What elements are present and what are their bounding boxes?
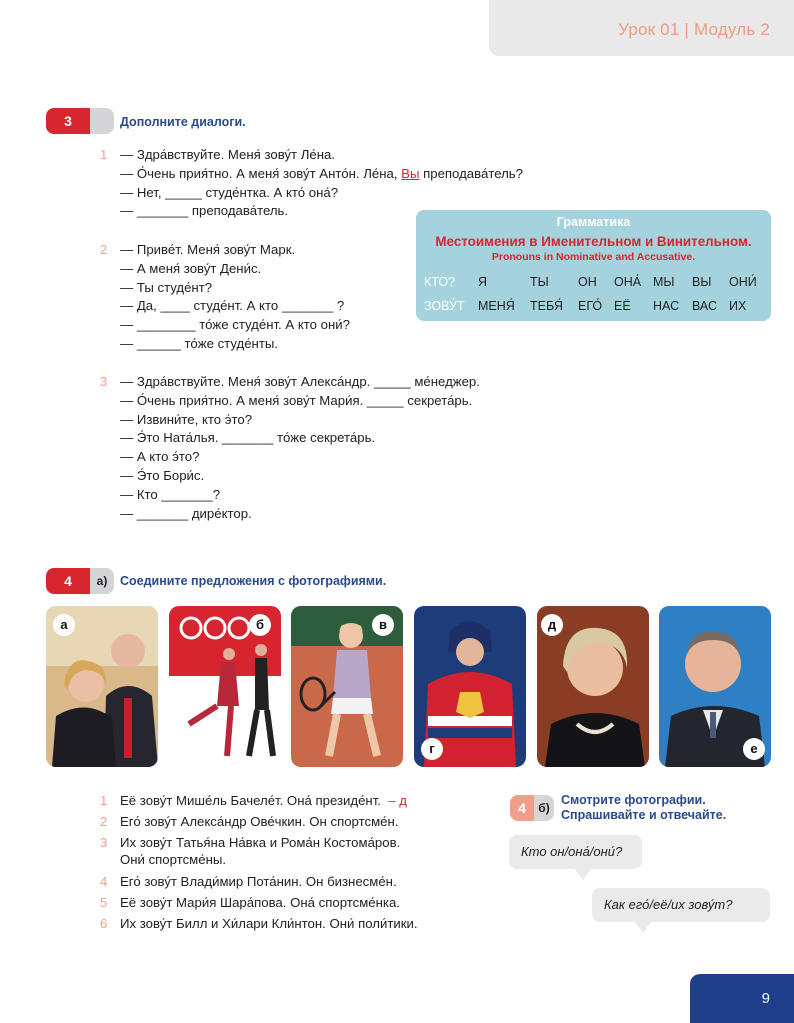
dialog-line: — _______ дире́ктор. <box>120 505 252 521</box>
item-number: 5 <box>100 895 108 910</box>
exercise-4b-title <box>561 793 726 823</box>
pronoun-cell: ОНА́ <box>614 275 642 289</box>
page-number-tab <box>690 974 794 1023</box>
exercise-4b-title-line2: Спрашивайте и отвечайте. <box>561 808 727 822</box>
pronoun-cell: ВЫ <box>692 275 712 289</box>
photo-letter-d: д <box>541 614 563 636</box>
photo-letter-b: б <box>249 614 271 636</box>
item-text: Их зову́т Татья́на На́вка и Рома́н Костома́ров. <box>120 835 401 850</box>
item-number: 2 <box>100 814 108 829</box>
grammar-subtitle-en: Pronouns in Nominative and Accusative. <box>491 251 696 263</box>
dialog-number: 2 <box>100 242 108 257</box>
photo-letter-e: е <box>743 738 765 760</box>
dialog-line: — Ты студе́нт? <box>120 279 213 295</box>
highlighted-word: Вы <box>401 165 420 181</box>
pronoun-cell: ТЕБЯ́ <box>530 299 564 313</box>
item-text-continued: Они́ спортсме́ны. <box>120 852 226 867</box>
pronoun-cell: ИХ <box>729 299 747 313</box>
grammar-subtitle-ru: Местоимения в Именительном и Винительном. <box>435 234 752 249</box>
list-item <box>100 832 418 871</box>
photo-letter-a: а <box>53 614 75 636</box>
pronoun-cell: ВАС <box>692 299 718 313</box>
dialog-line: — А кто э́то? <box>120 449 200 465</box>
exercise-4a-title: Соедините предложения с фотографиями. <box>120 574 387 588</box>
item-text: Её зову́т Мише́ль Бачеле́т. Она́ президе́нт. <box>120 793 381 808</box>
pronoun-cell: Я <box>478 275 488 289</box>
exercise-4b-part: б) <box>534 795 554 821</box>
dialog-line: — Да, ____ студе́нт. А кто _______ ? <box>120 298 345 314</box>
speech-bubble-question: Кто он/она́/они́? <box>509 835 642 869</box>
dialog-line: — Нет, _____ студе́нтка. А кто́ она́? <box>120 184 339 200</box>
lesson-module-label: Урок 01 | Модуль 2 <box>618 20 770 39</box>
item-number: 3 <box>100 835 108 850</box>
exercise-3-title: Дополните диалоги. <box>120 115 246 129</box>
dialog-number: 3 <box>100 374 108 389</box>
dialog-line: — ________ то́же студе́нт. А кто они́? <box>120 317 350 333</box>
item-number: 6 <box>100 916 108 931</box>
photo-letter-g: г <box>421 738 443 760</box>
dialog-line-text: преподава́тель? <box>419 165 524 181</box>
dialog-line: — О́чень прия́тно. А меня́ зову́т Мари́я. _____ секрета́рь. <box>120 392 473 408</box>
sentence-list <box>100 790 418 934</box>
list-item <box>100 871 418 892</box>
lesson-header-tab <box>489 0 794 56</box>
dialog-line: — Извини́те, кто э́то? <box>120 411 253 427</box>
speech-bubble-answer: Как его́/её/их зову́т? <box>592 888 770 922</box>
dialog-line: — А меня́ зову́т Дени́с. <box>120 260 262 276</box>
item-text: Его́ зову́т Влади́мир Пота́нин. Он бизнесме́н. <box>120 874 397 889</box>
dialog-line: — Здра́вствуйте. Меня́ зову́т Алекса́ндр. _____ ме́неджер. <box>120 374 480 389</box>
pronoun-row-key: КТО? <box>424 275 456 289</box>
item-text: Их зову́т Билл и Хи́лари Кли́нтон. Они́ поли́тики. <box>120 916 418 931</box>
exercise-4b-badge: 4 <box>510 795 534 821</box>
item-number: 4 <box>100 874 108 889</box>
item-text: Её зову́т Мари́я Шара́пова. Она́ спортсме́нка. <box>120 895 400 910</box>
pronoun-cell: ТЫ <box>530 275 549 289</box>
list-item <box>100 892 418 913</box>
dialog-line: — Приве́т. Меня́ зову́т Марк. <box>120 242 296 257</box>
dialog-line: — _______ преподава́тель. <box>120 203 289 219</box>
exercise-4b-title-line1: Смотрите фотографии. <box>561 793 706 807</box>
pronoun-cell: ЕЁ <box>614 299 631 313</box>
list-item <box>100 811 418 832</box>
sample-answer: – д <box>388 793 407 808</box>
pronoun-cell: НАС <box>653 299 680 313</box>
dialog-line: — Здра́вствуйте. Меня́ зову́т Ле́на. <box>120 147 335 162</box>
pronoun-cell: ОН <box>578 275 597 289</box>
dialog-line-text: — О́чень прия́тно. А меня́ зову́т Анто́н. Ле́на, <box>120 165 402 181</box>
dialog-number: 1 <box>100 147 108 162</box>
exercise-3-badge: 3 <box>46 108 90 134</box>
pronoun-cell: МЕНЯ́ <box>478 299 515 313</box>
page-number: 9 <box>761 990 770 1007</box>
dialog-line <box>120 165 523 184</box>
dialog-line: — ______ то́же студе́нты. <box>120 335 278 351</box>
list-item <box>100 913 418 934</box>
dialog-line: — Кто _______? <box>120 486 221 502</box>
exercise-4a-badge: 4 <box>46 568 90 594</box>
speech-bubble-tail <box>574 868 592 880</box>
item-text: Его́ зову́т Алекса́ндр Ове́чкин. Он спортсме́н. <box>120 814 399 829</box>
pronoun-cell: ОНИ́ <box>729 275 757 289</box>
photo-letter-v: в <box>372 614 394 636</box>
dialog-3 <box>100 373 480 523</box>
exercise-3-badge-tail <box>90 108 114 134</box>
item-number: 1 <box>100 793 108 808</box>
exercise-4a-part: а) <box>90 568 114 594</box>
dialog-line: — Э́то Бори́с. <box>120 467 205 483</box>
dialog-line: — Э́то Ната́лья. _______ то́же секрета́рь. <box>120 430 376 446</box>
speech-bubble-tail <box>634 921 652 933</box>
dialog-2 <box>100 241 350 354</box>
pronoun-row-key: ЗОВУ́Т <box>424 299 465 313</box>
grammar-box <box>416 210 771 321</box>
pronoun-cell: ЕГО́ <box>578 299 603 313</box>
grammar-title: Грамматика <box>556 215 631 229</box>
pronoun-cell: МЫ <box>653 275 675 289</box>
list-item <box>100 790 418 811</box>
